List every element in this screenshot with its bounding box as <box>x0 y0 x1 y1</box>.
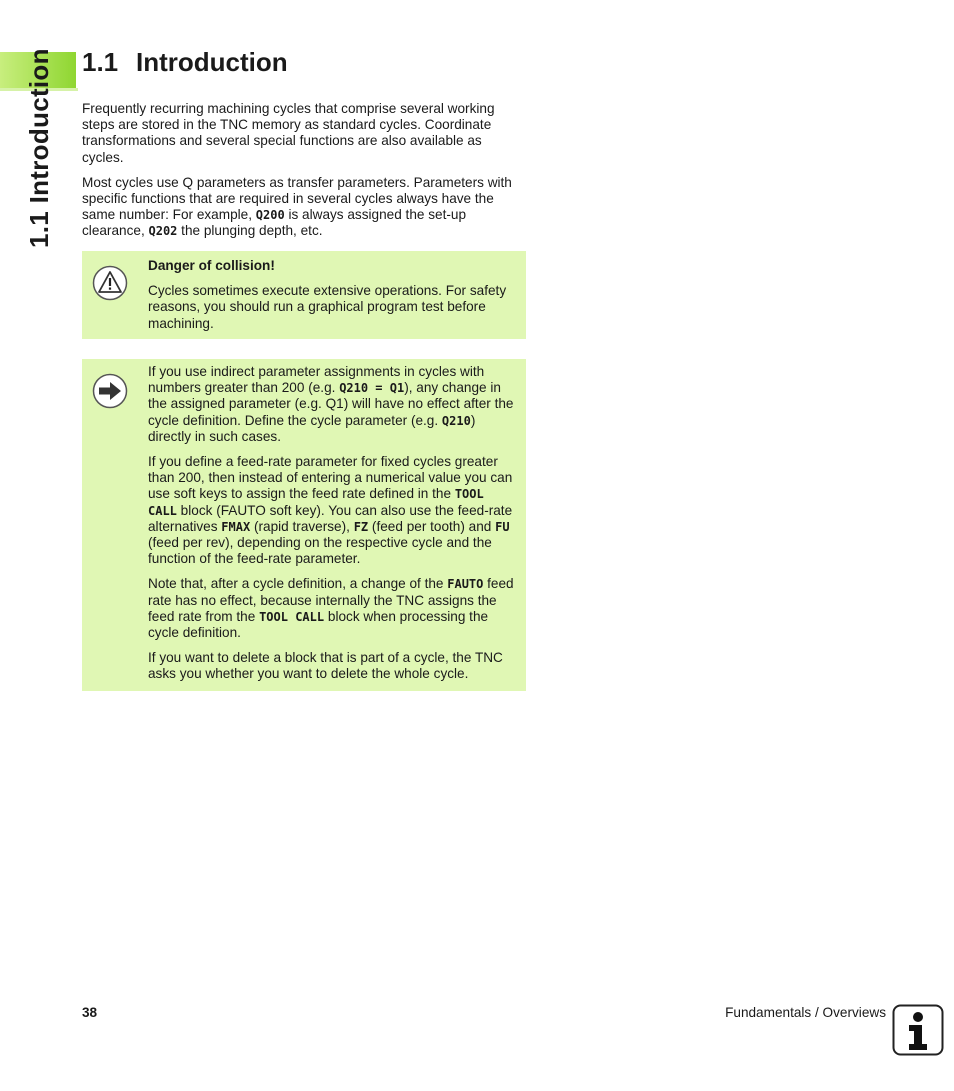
danger-note <box>82 251 526 339</box>
warning-triangle-icon <box>92 265 128 301</box>
text-run: Most cycles use Q parameters as transfer parameters. Parameters with specific functions that are required in several cycles always have the same number: For example, <box>82 174 512 223</box>
code-fu: FU <box>495 519 510 534</box>
danger-heading: Danger of collision! <box>148 258 275 273</box>
page-number: 38 <box>82 1005 98 1020</box>
text-run: (feed per rev), depending on the respective cycle and the function of the feed-rate parameter. <box>148 535 492 567</box>
side-chapter-title: 1.1 Introduction <box>24 48 54 248</box>
info-paragraph-2 <box>148 454 516 567</box>
intro-paragraph-2 <box>82 175 526 240</box>
section-title: Introduction <box>136 47 288 77</box>
info-note <box>82 359 526 691</box>
intro-text <box>82 101 526 249</box>
info-icon <box>892 1004 944 1056</box>
code-fmax: FMAX <box>221 519 251 534</box>
danger-text: Cycles sometimes execute extensive operations. For safety reasons, you should run a graphical program test before machining. <box>148 283 507 331</box>
code-fz: FZ <box>353 519 369 534</box>
text-run: Note that, after a cycle definition, a change of the <box>148 576 448 592</box>
text-run: is always assigned the set-up clearance, <box>82 207 467 239</box>
text-run: (feed per tooth) and <box>368 518 496 534</box>
text-run: the plunging depth, etc. <box>177 223 323 239</box>
info-paragraph-4: If you want to delete a block that is part of a cycle, the TNC asks you whether you want to delete the whole cycle. <box>148 650 503 682</box>
arrow-right-icon <box>92 373 128 409</box>
code-q210-q1: Q210 = Q1 <box>339 381 405 396</box>
code-q200: Q200 <box>255 208 285 223</box>
text-run: feed rate has no effect, because internally the TNC assigns the feed rate from the <box>148 576 514 624</box>
text-run: ) directly in such cases. <box>148 412 476 444</box>
intro-paragraph-1: Frequently recurring machining cycles that comprise several working steps are stored in the TNC memory as standard cycles. Coordinate transformations and several special functions are also available as cycles. <box>82 101 495 165</box>
code-fauto: FAUTO <box>447 577 484 592</box>
text-run: (rapid traverse), <box>250 518 354 534</box>
code-q210: Q210 <box>441 413 471 428</box>
text-run: block (FAUTO soft key). You can also use the feed-rate alternatives <box>148 502 513 534</box>
code-tool-call: TOOL CALL <box>148 487 484 518</box>
code-q202: Q202 <box>148 224 178 239</box>
code-tool-call: TOOL CALL <box>259 609 325 624</box>
text-run: block when processing the cycle definition. <box>148 608 489 641</box>
section-number: 1.1 <box>82 47 119 77</box>
text-run: If you use indirect parameter assignments in cycles with numbers greater than 200 (e.g. <box>148 364 485 396</box>
text-run: ), any change in the assigned parameter (e.g. Q1) will have no effect after the cycle definition. Define the cycle parameter (e.g. <box>148 380 514 428</box>
page-title <box>82 46 288 78</box>
info-paragraph-3 <box>148 576 516 641</box>
info-paragraph-1 <box>148 364 516 445</box>
text-run: If you define a feed-rate parameter for fixed cycles greater than 200, then instead of entering a numerical value you can use soft keys to assign the feed rate defined in the <box>148 454 513 502</box>
footer-section-title: Fundamentals / Overviews <box>725 1005 886 1020</box>
